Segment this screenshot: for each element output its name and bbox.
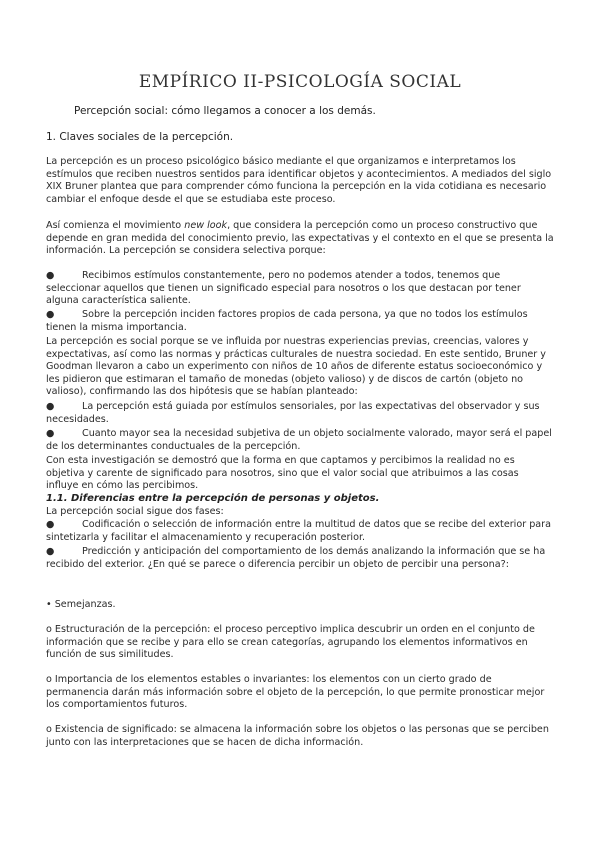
list-item bbox=[46, 401, 554, 426]
list-item-text: Sobre la percepción inciden factores propios de cada persona, ya que no todos los estímulos tienen la misma importancia. bbox=[46, 309, 528, 333]
bullet-icon: ● bbox=[46, 401, 55, 412]
bullet-icon: ● bbox=[46, 270, 55, 281]
list-item-text: Codificación o selección de información entre la multitud de datos que se recibe del exterior para sintetizarla y facilitar el almacenamiento y recuperación posterior. bbox=[46, 519, 551, 543]
paragraph-new-look bbox=[46, 220, 554, 258]
section-1-1-heading: 1.1. Diferencias entre la percepción de personas y objetos. bbox=[46, 493, 380, 504]
list-item bbox=[46, 309, 554, 334]
new-look-term: new look bbox=[184, 220, 228, 231]
paragraph-significado: o Existencia de significado: se almacena la información sobre los objetos o las personas que se perciben junto con las interpretaciones que se hacen de dicha información. bbox=[46, 724, 549, 748]
list-item-text: Recibimos estímulos constantemente, pero no podemos atender a todos, tenemos que seleccionar aquellos que tienen un significado especial para nosotros o los que destacan por tener alguna característica saliente. bbox=[46, 270, 521, 306]
bullet-icon: ● bbox=[46, 546, 55, 557]
paragraph-invariantes: o Importancia de los elementos estables o invariantes: los elementos con un cierto grado de permanencia darán más información sobre el objeto de la percepción, lo que permite pronosticar mejor los comportamientos futuros. bbox=[46, 674, 545, 710]
document-title: EMPÍRICO II-PSICOLOGÍA SOCIAL bbox=[138, 72, 462, 92]
paragraph-perception-definition: La percepción es un proceso psicológico básico mediante el que organizamos e interpretamos los estímulos que reciben nuestros sentidos para identificar objetos y acontecimientos. A mediados del siglo XIX Bruner plantea que para comprender cómo funciona la percepción en la vida cotidiana es necesario cambiar el enfoque desde el que se estudiaba este proceso. bbox=[46, 156, 552, 205]
list-item bbox=[46, 546, 554, 571]
list-item-text: Cuanto mayor sea la necesidad subjetiva de un objeto socialmente valorado, mayor será el papel de los determinantes conductuales de la percepción. bbox=[46, 428, 552, 452]
paragraph-new-look-part-a: Así comienza el movimiento bbox=[46, 220, 185, 231]
section-1-heading: 1. Claves sociales de la percepción. bbox=[46, 131, 234, 143]
bullet-icon: ● bbox=[46, 428, 55, 439]
list-item bbox=[46, 519, 554, 544]
bullet-icon: ● bbox=[46, 309, 55, 320]
semejanzas-heading: • Semejanzas. bbox=[46, 599, 116, 610]
paragraph-new-look-part-b: , que considera la percepción como un proceso constructivo que depende en gran medida del conocimiento previo, las expectativas y el contexto en el que se presenta la información. La percepción se considera selectiva porque: bbox=[46, 220, 554, 256]
paragraph-two-phases: La percepción social sigue dos fases: bbox=[46, 506, 224, 517]
list-item bbox=[46, 428, 554, 453]
bullet-icon: ● bbox=[46, 519, 55, 530]
paragraph-research-conclusion: Con esta investigación se demostró que la forma en que captamos y percibimos la realidad no es objetiva y carente de significado para nosotros, sino que el valor social que atribuimos a las cosas influye en cómo las percibimos. bbox=[46, 455, 519, 491]
paragraph-social-perception: La percepción es social porque se ve influida por nuestras experiencias previas, creencias, valores y expectativas, así como las normas y prácticas culturales de nuestra sociedad. En este sentido, Bruner y Goodman llevaron a cabo un experimento con niños de 10 años de diferente estatus socioeconómico y les pidieron que estimaran el tamaño de monedas (objeto valioso) y de discos de cartón (objeto no valioso), confirmando las dos hipótesis que se habían planteado: bbox=[46, 336, 546, 397]
list-item-text: Predicción y anticipación del comportamiento de los demás analizando la información que se ha recibido del exterior. ¿En qué se parece o diferencia percibir un objeto de percibir una persona?: bbox=[46, 546, 546, 570]
document-subtitle: Percepción social: cómo llegamos a conocer a los demás. bbox=[74, 105, 376, 117]
paragraph-estructuracion: o Estructuración de la percepción: el proceso perceptivo implica descubrir un orden en el conjunto de información que se recibe y para ello se crean categorías, agrupando los elementos informativos en función de sus similitudes. bbox=[46, 624, 535, 660]
list-item-text: La percepción está guiada por estímulos sensoriales, por las expectativas del observador y sus necesidades. bbox=[46, 401, 540, 425]
list-item bbox=[46, 270, 554, 308]
